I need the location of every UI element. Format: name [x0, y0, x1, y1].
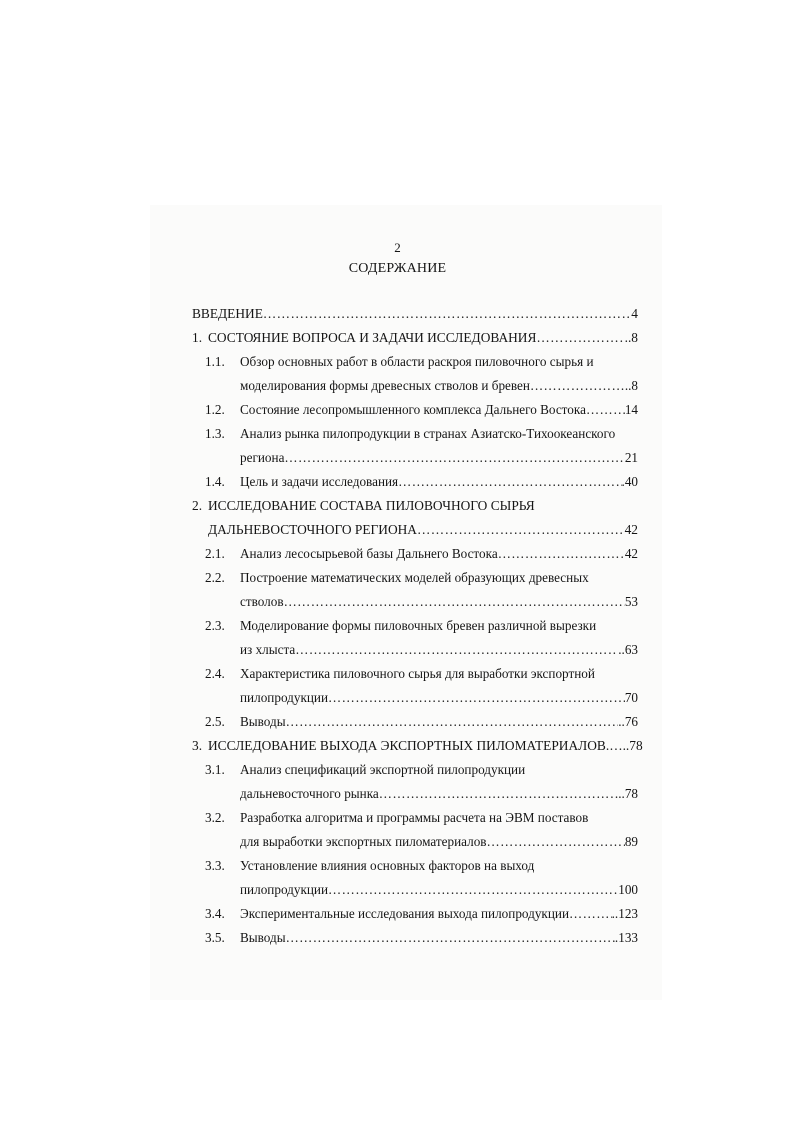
toc-entry-introduction[interactable] [192, 305, 638, 323]
dot-leader [286, 929, 615, 947]
toc-entry-page: 42 [624, 522, 638, 537]
toc-entry-text: Построение математических моделей образующих древесных [240, 570, 589, 585]
toc-entry-page: .…..78 [605, 738, 643, 753]
dot-leader [498, 545, 625, 563]
toc-entry-number: 1. [192, 330, 203, 345]
toc-entry-text: для выработки экспортных пиломатериалов [240, 834, 487, 849]
dot-leader [284, 593, 625, 611]
toc-entry-page: 89 [624, 834, 638, 849]
toc-entry-page: .40 [621, 474, 638, 489]
toc-entry-page: ..8 [624, 330, 638, 345]
dot-leader [530, 377, 625, 395]
toc-entry-text: Состояние лесопромышленного комплекса Дальнего Востока [240, 402, 586, 417]
toc-entry-number: 1.1. [205, 354, 225, 369]
toc-entry-page: ..123 [611, 906, 638, 921]
toc-entry-text: Выводы [240, 930, 286, 945]
toc-entry-page: 70 [624, 690, 638, 705]
toc-entry-number: 1.2. [205, 402, 225, 417]
toc-entry-text: из хлыста [240, 642, 296, 657]
toc-entry-section-2-5[interactable] [205, 713, 638, 731]
toc-entry-text: стволов [240, 594, 284, 609]
toc-entry-page: 21 [624, 450, 638, 465]
toc-entry-section-1-3[interactable] [205, 425, 638, 443]
toc-entry-page: 53 [624, 594, 638, 609]
toc-entry-text: ИССЛЕДОВАНИЕ ВЫХОДА ЭКСПОРТНЫХ ПИЛОМАТЕРИАЛОВ [208, 738, 606, 753]
toc-entry-section-1-1[interactable] [205, 353, 638, 371]
toc-entry-section-3-1[interactable] [205, 761, 638, 779]
toc-entry-section-3-5[interactable] [205, 929, 638, 947]
toc-entry-number: 3. [192, 738, 203, 753]
toc-entry-section-2-3-cont[interactable] [240, 641, 638, 659]
toc-entry-section-2-2[interactable] [205, 569, 638, 587]
toc-entry-page: ..76 [618, 714, 638, 729]
toc-entry-section-3-3[interactable] [205, 857, 638, 875]
toc-entry-text: Анализ лесосырьевой базы Дальнего Востока [240, 546, 498, 561]
toc-entry-text: Цель и задачи исследования [240, 474, 399, 489]
toc-entry-number: 3.1. [205, 762, 225, 777]
dot-leader [286, 713, 619, 731]
toc-entry-section-2-4-cont[interactable] [240, 689, 638, 707]
toc-entry-section-1-4[interactable] [205, 473, 638, 491]
dot-leader [569, 905, 612, 923]
toc-entry-section-1-3-cont[interactable] [240, 449, 638, 467]
page-number: 2 [394, 240, 401, 255]
toc-entry-text: пилопродукции [240, 690, 329, 705]
toc-entry-number: 2.5. [205, 714, 225, 729]
dot-leader [379, 785, 615, 803]
toc-entry-section-2-1[interactable] [205, 545, 638, 563]
toc-entry-section-3-4[interactable] [205, 905, 638, 923]
toc-entry-text: ДАЛЬНЕВОСТОЧНОГО РЕГИОНА [208, 522, 417, 537]
toc-entry-section-2-4[interactable] [205, 665, 638, 683]
toc-entry-page: 14 [624, 402, 638, 417]
toc-entry-text: пилопродукции [240, 882, 329, 897]
toc-entry-chapter-2[interactable] [192, 497, 638, 515]
toc-entry-text: Разработка алгоритма и программы расчета на ЭВМ поставов [240, 810, 589, 825]
toc-entry-text: Установление влияния основных факторов на выход [240, 858, 535, 873]
toc-entry-text: региона [240, 450, 285, 465]
toc-entry-text: ВВЕДЕНИЕ [192, 306, 263, 321]
toc-entry-chapter-3[interactable] [192, 737, 643, 755]
toc-entry-text: Характеристика пиловочного сырья для выработки экспортной [240, 666, 595, 681]
toc-entry-number: 2.1. [205, 546, 225, 561]
dot-leader [263, 305, 631, 323]
toc-entry-text: Обзор основных работ в области раскроя пиловочного сырья и [240, 354, 594, 369]
toc-entry-text: ИССЛЕДОВАНИЕ СОСТАВА ПИЛОВОЧНОГО СЫРЬЯ [208, 498, 535, 513]
toc-entry-number: 3.5. [205, 930, 225, 945]
toc-entry-number: 2. [192, 498, 203, 513]
toc-entry-page: ...78 [614, 786, 638, 801]
toc-entry-section-3-2-cont[interactable] [240, 833, 638, 851]
dot-leader [487, 833, 625, 851]
toc-entry-section-3-2[interactable] [205, 809, 638, 827]
toc-entry-page: ..63 [618, 642, 638, 657]
toc-entry-text: Анализ рынка пилопродукции в странах Азиатско-Тихоокеанского [240, 426, 616, 441]
toc-entry-number: 1.3. [205, 426, 225, 441]
toc-entry-text: дальневосточного рынка [240, 786, 379, 801]
dot-leader [398, 473, 621, 491]
dot-leader [536, 329, 624, 347]
toc-entry-page: ..8 [624, 378, 638, 393]
dot-leader [586, 401, 625, 419]
toc-title: СОДЕРЖАНИЕ [348, 261, 447, 276]
toc-entry-text: моделирования формы древесных стволов и бревен [240, 378, 530, 393]
dot-leader [284, 449, 624, 467]
toc-entry-section-3-1-cont[interactable] [240, 785, 638, 803]
toc-entry-page: 4 [631, 306, 638, 321]
toc-entry-page: 100 [618, 882, 638, 897]
dot-leader [328, 881, 618, 899]
toc-entry-number: 2.2. [205, 570, 225, 585]
toc-entry-number: 3.2. [205, 810, 225, 825]
toc-entry-section-1-1-cont[interactable] [240, 377, 638, 395]
toc-entry-text: СОСТОЯНИЕ ВОПРОСА И ЗАДАЧИ ИССЛЕДОВАНИЯ [208, 330, 537, 345]
toc-entry-section-3-3-cont[interactable] [240, 881, 638, 899]
toc-entry-number: 3.3. [205, 858, 225, 873]
toc-entry-text: Анализ спецификаций экспортной пилопродукции [240, 762, 526, 777]
toc-entry-number: 3.4. [205, 906, 225, 921]
toc-entry-page: 42 [624, 546, 638, 561]
dot-leader [328, 689, 625, 707]
toc-entry-section-2-3[interactable] [205, 617, 638, 635]
toc-entry-text: Моделирование формы пиловочных бревен различной вырезки [240, 618, 597, 633]
toc-entry-number: 1.4. [205, 474, 225, 489]
toc-entry-text: Экспериментальные исследования выхода пилопродукции [240, 906, 570, 921]
toc-entry-section-1-2[interactable] [205, 401, 638, 419]
toc-entry-number: 2.3. [205, 618, 225, 633]
toc-entry-chapter-2-cont[interactable] [208, 521, 638, 539]
dot-leader [295, 641, 618, 659]
toc-entry-section-2-2-cont[interactable] [240, 593, 638, 611]
toc-entry-number: 2.4. [205, 666, 225, 681]
toc-entry-chapter-1[interactable] [192, 329, 638, 347]
dot-leader [417, 521, 625, 539]
toc-entry-text: Выводы [240, 714, 286, 729]
toc-entry-page: .133 [614, 930, 638, 945]
